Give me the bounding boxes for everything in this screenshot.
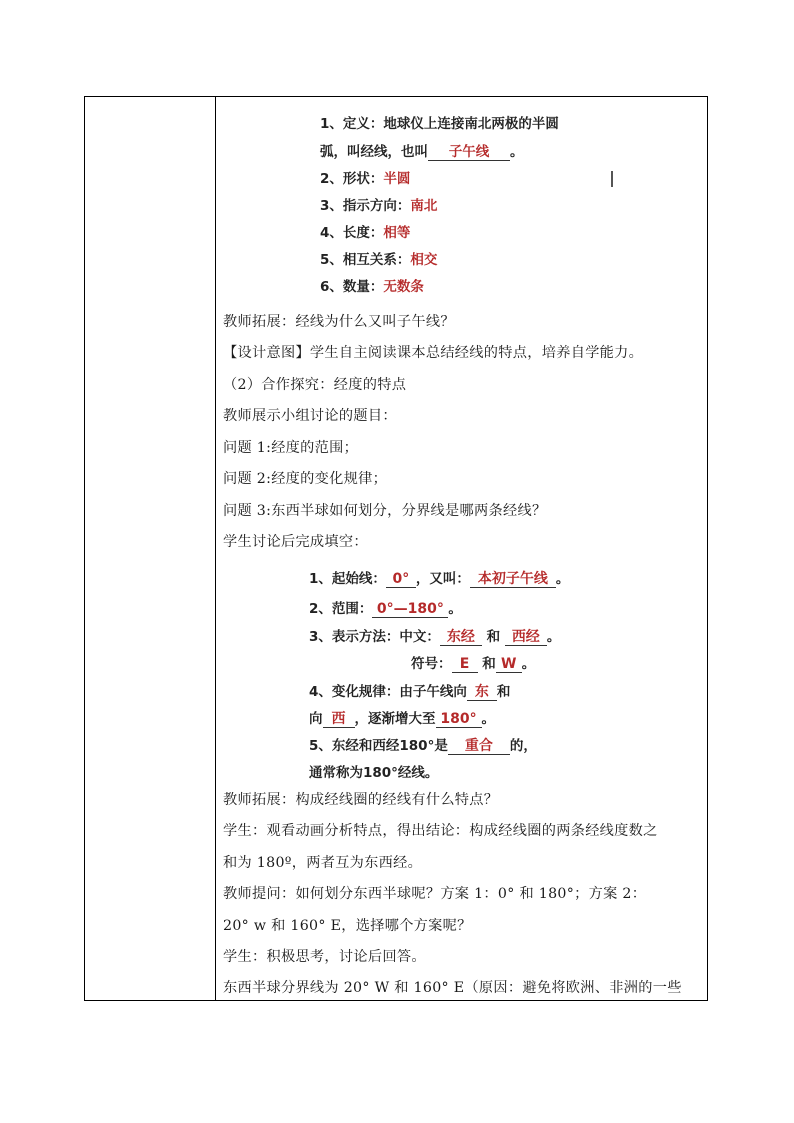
text-line: 教师展示小组讨论的题目：	[223, 408, 397, 424]
change-rule-row-2: 向 西 ，逐渐增大至 180° 。	[309, 711, 495, 727]
left-column	[85, 97, 216, 1000]
symbol-row: 符号： E 和 W 。	[411, 656, 536, 672]
text-line: 和为 180º，两者互为东西经。	[223, 855, 423, 871]
overlap-row-2: 通常称为180°经线。	[309, 765, 439, 781]
count-line: 6、数量：无数条	[320, 279, 424, 295]
image-edge-mark	[611, 171, 613, 187]
meridian-features-panel	[314, 104, 614, 294]
definition-line: 1、定义：地球仪上连接南北两极的半圆	[320, 116, 559, 132]
alias-line: 弧，叫经线，也叫 子午线 。	[320, 144, 524, 160]
shape-line: 2、形状：半圆	[320, 171, 411, 187]
direction-line: 3、指示方向：南北	[320, 198, 438, 214]
text-line: 学生：观看动画分析特点，得出结论：构成经线圈的两条经线度数之	[223, 823, 658, 839]
text-line: 问题 2:经度的变化规律；	[223, 471, 388, 487]
lesson-table	[84, 96, 708, 1001]
overlap-row: 5、东经和西经180°是 重合 的，	[309, 738, 537, 754]
text-line: 教师提问：如何划分东西半球呢？方案 1：0° 和 180°；方案 2：	[223, 886, 647, 902]
text-line: 东西半球分界线为 20° W 和 160° E（原因：避免将欧洲、非洲的一些	[223, 980, 682, 996]
length-line: 4、长度：相等	[320, 225, 411, 241]
right-column	[217, 97, 707, 1000]
relation-line: 5、相互关系：相交	[320, 252, 438, 268]
text-line: 教师拓展：经线为什么又叫子午线？	[223, 314, 455, 330]
start-line-row: 1、起始线： 0° ，又叫： 本初子午线 。	[309, 571, 570, 587]
change-rule-row: 4、变化规律：由子午线向 东 和	[309, 684, 511, 700]
text-line: （2）合作探究：经度的特点	[223, 377, 407, 393]
longitude-features-panel	[309, 557, 609, 782]
text-line: 学生：积极思考，讨论后回答。	[223, 949, 426, 965]
alias-blank: 子午线	[428, 144, 510, 161]
range-row: 2、范围： 0°—180° 。	[309, 601, 462, 617]
text-line: 教师拓展：构成经线圈的经线有什么特点？	[223, 792, 499, 808]
text-line: 【设计意图】学生自主阅读课本总结经线的特点，培养自学能力。	[223, 345, 644, 361]
text-line: 学生讨论后完成填空：	[223, 534, 368, 550]
text-line: 问题 3:东西半球如何划分，分界线是哪两条经线？	[223, 503, 547, 519]
text-line: 20° w 和 160° E，选择哪个方案呢？	[223, 918, 472, 934]
notation-row: 3、表示方法：中文： 东经 和 西经 。	[309, 629, 561, 645]
text-line: 问题 1:经度的范围；	[223, 440, 359, 456]
